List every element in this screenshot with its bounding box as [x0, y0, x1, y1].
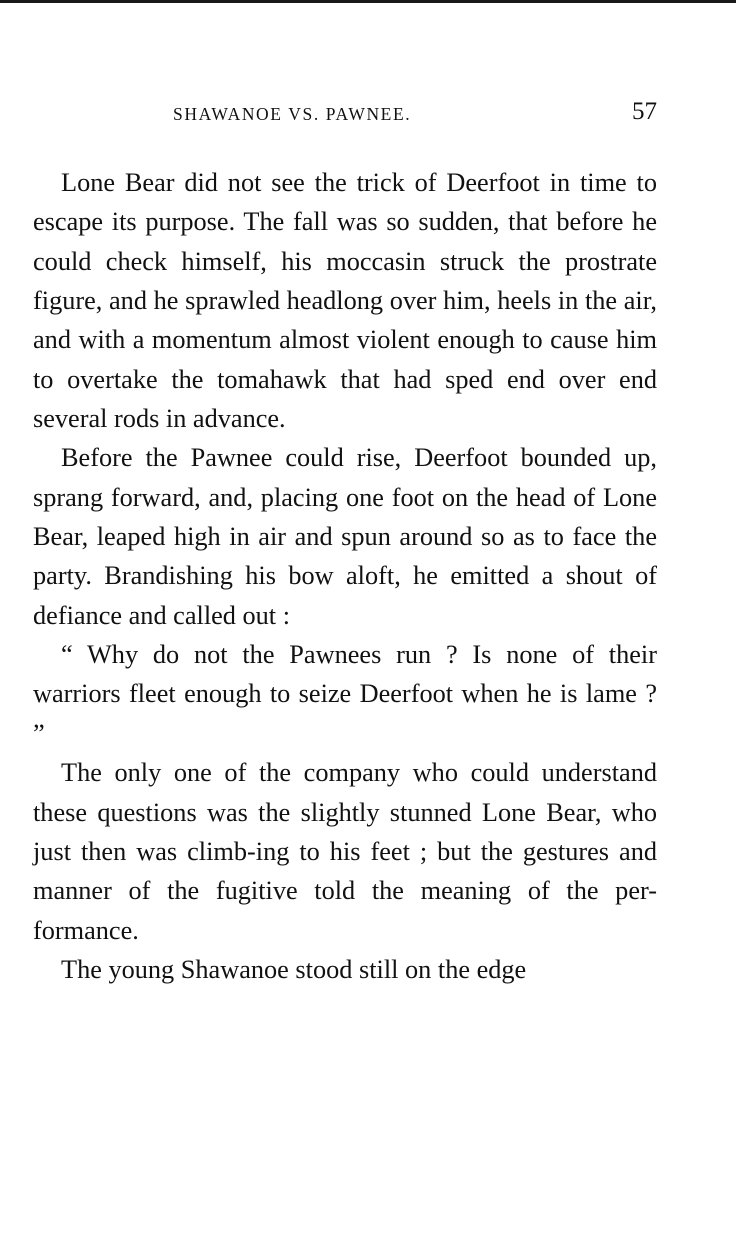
paragraph-3: “ Why do not the Pawnees run ? Is none of their warriors fleet enough to seize Deerfoot when he is lame ? ” [33, 640, 657, 748]
paragraph-4: The only one of the company who could understand these questions was the slightly stunned Lone Bear, who just then was climb-ing to his feet ; but the gestures and manner of the fugitive told the meaning of the per-formance. [33, 758, 657, 945]
running-title: SHAWANOE VS. PAWNEE. [173, 104, 412, 124]
body-text [33, 163, 657, 989]
paragraph-1: Lone Bear did not see the trick of Deerfoot in time to escape its purpose. The fall was so sudden, that before he could check himself, his moccasin struck the prostrate figure, and he sprawled headlong over him, heels in the air, and with a momentum almost violent enough to cause him to overtake the tomahawk that had sped end over end several rods in advance. [33, 168, 657, 434]
page-top-edge [0, 0, 736, 3]
book-page [33, 98, 657, 989]
page-number: 57 [632, 98, 657, 125]
running-header [33, 98, 657, 134]
paragraph-2: Before the Pawnee could rise, Deerfoot bounded up, sprang forward, and, placing one foot on the head of Lone Bear, leaped high in air and spun around so as to face the party. Brandishing his bow aloft, he emitted a shout of defiance and called out : [33, 443, 657, 630]
paragraph-5: The young Shawanoe stood still on the edge [61, 954, 527, 984]
